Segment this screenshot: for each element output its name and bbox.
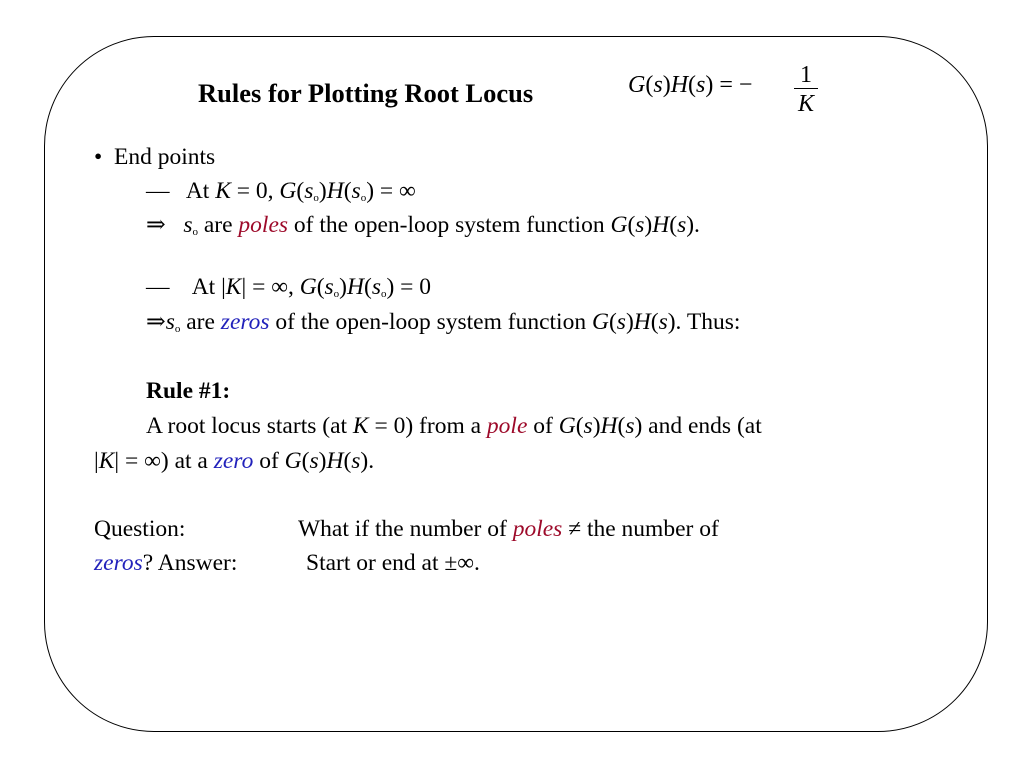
formula-denominator: K (797, 91, 814, 117)
pole-highlight: pole (486, 413, 528, 439)
case1-line1: — At K = 0, $G(s_o)H(s_o)$ = ∞ (146, 178, 416, 204)
rule-heading: Rule #1: (146, 378, 231, 404)
answer-line (94, 552, 237, 576)
answer-text: Start or end at ±∞. (306, 550, 480, 576)
formula-numerator: 1 (800, 62, 812, 88)
fraction-bar (794, 88, 818, 89)
rule-line1: A root locus starts (at K = 0) from a pole of G(s)H(s) and ends (at (146, 413, 762, 439)
question-poles: poles (512, 516, 563, 542)
implies-arrow: ⇒ (146, 212, 166, 238)
zero-highlight: zero (213, 448, 254, 474)
question-label: Question: (94, 516, 186, 542)
formula-lhs: G(s)H(s) = − (628, 72, 753, 98)
case2-line2: $\Rightarrow s_o$ are zeros of the open-loop system function G(s)H(s). Thus: (146, 309, 741, 335)
question-zeros: zeros (94, 550, 143, 576)
rule-line2: |K| = ∞) at a zero of G(s)H(s). (94, 448, 375, 474)
question-text: What if the number of poles ≠ the number of (298, 516, 719, 542)
bullet-end-points (94, 146, 215, 170)
slide-title: Rules for Plotting Root Locus (198, 78, 534, 108)
bullet-text: End points (113, 144, 216, 170)
formula-fraction (794, 62, 818, 118)
poles-highlight: poles (238, 212, 289, 238)
case2-line1: — At |K| = ∞, $G(s_o)H(s_o) = 0$ (146, 274, 432, 300)
bullet-dot: • (94, 144, 114, 170)
answer-label: ? Answer: (142, 550, 238, 576)
zeros-highlight: zeros (220, 309, 270, 335)
case1-line2: ⇒ $s_o$ are poles of the open-loop system function G(s)H(s). (146, 212, 700, 238)
